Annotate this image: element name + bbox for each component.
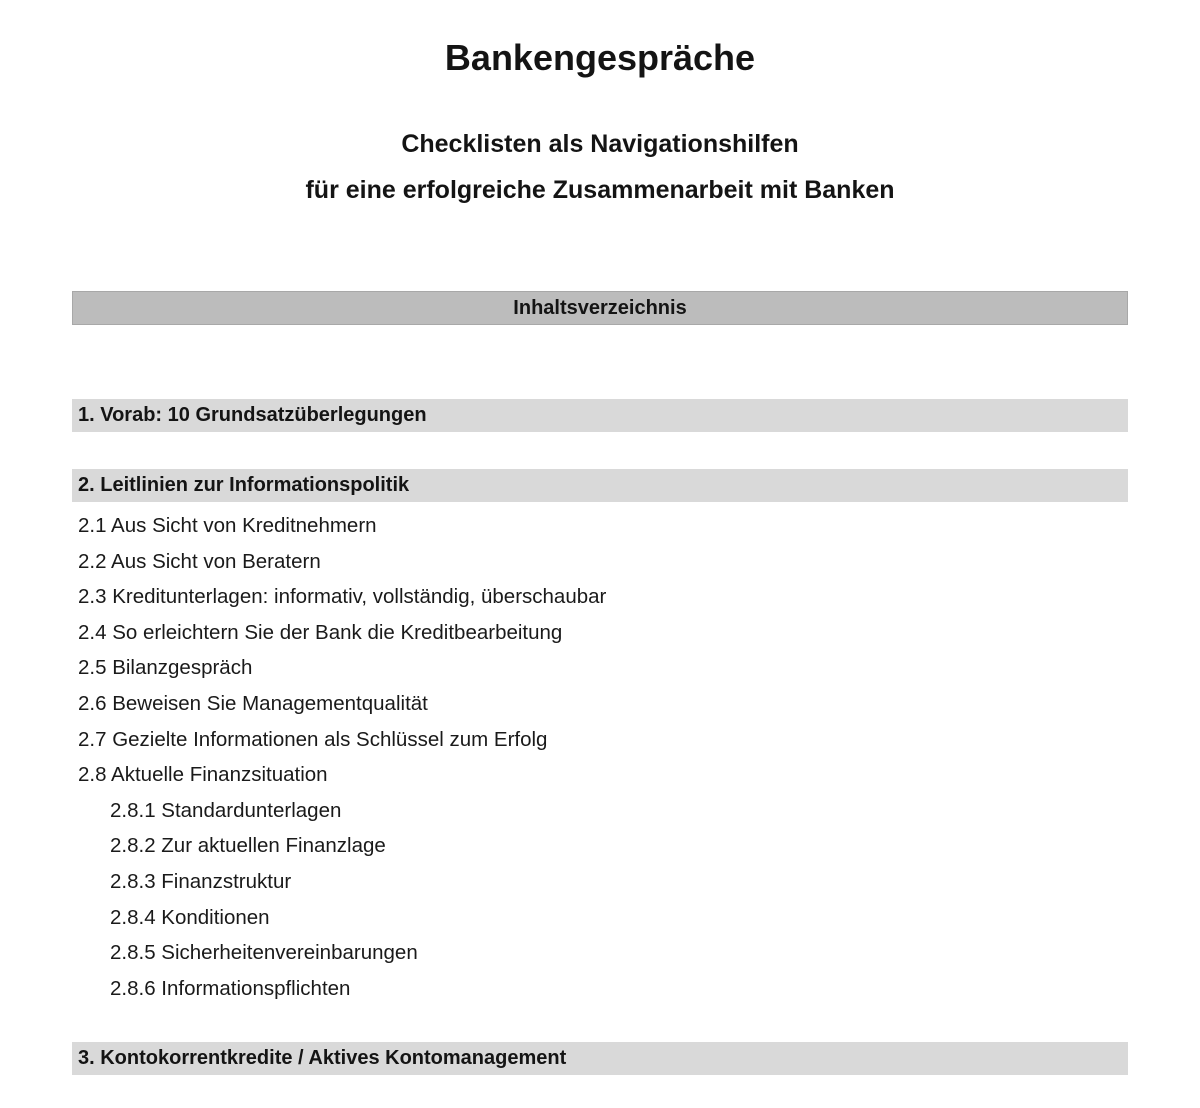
toc-item-2-4: 2.4 So erleichtern Sie der Bank die Kreditbearbeitung <box>78 620 563 644</box>
subtitle-line-1: Checklisten als Navigationshilfen <box>401 130 799 158</box>
document-title: Bankengespräche <box>444 37 756 78</box>
subtitle-line-2: für eine erfolgreiche Zusammenarbeit mit Banken <box>305 176 895 204</box>
toc-item-2-3: 2.3 Kreditunterlagen: informativ, vollständig, überschaubar <box>78 585 607 609</box>
toc-item-2-5: 2.5 Bilanzgespräch <box>78 656 253 680</box>
toc-item-2-8-2: 2.8.2 Zur aktuellen Finanzlage <box>110 834 386 858</box>
toc-item-2-8: 2.8 Aktuelle Finanzsituation <box>78 763 328 787</box>
toc-item-2-8-3: 2.8.3 Finanzstruktur <box>110 869 292 893</box>
toc-item-2-8-1: 2.8.1 Standardunterlagen <box>110 798 342 822</box>
toc-item-2-6: 2.6 Beweisen Sie Managementqualität <box>78 691 428 715</box>
section-header-2: 2. Leitlinien zur Informationspolitik <box>72 469 1128 502</box>
section-header-3: 3. Kontokorrentkredite / Aktives Kontomanagement <box>72 1042 1128 1075</box>
toc-header-bar: Inhaltsverzeichnis <box>72 291 1128 325</box>
document-subtitle <box>72 121 1128 213</box>
toc-item-2-8-5: 2.8.5 Sicherheitenvereinbarungen <box>110 941 418 965</box>
section-header-1: 1. Vorab: 10 Grundsatzüberlegungen <box>72 399 1128 432</box>
toc-item-2-1: 2.1 Aus Sicht von Kreditnehmern <box>78 514 377 537</box>
toc-item-list <box>72 508 1128 1006</box>
toc-item-2-7: 2.7 Gezielte Informationen als Schlüssel zum Erfolg <box>78 727 548 751</box>
toc-item-2-8-6: 2.8.6 Informationspflichten <box>110 976 351 1000</box>
toc-item-2-2: 2.2 Aus Sicht von Beratern <box>78 549 321 573</box>
document-content <box>72 0 1128 1075</box>
toc-item-2-8-4: 2.8.4 Konditionen <box>110 905 270 929</box>
